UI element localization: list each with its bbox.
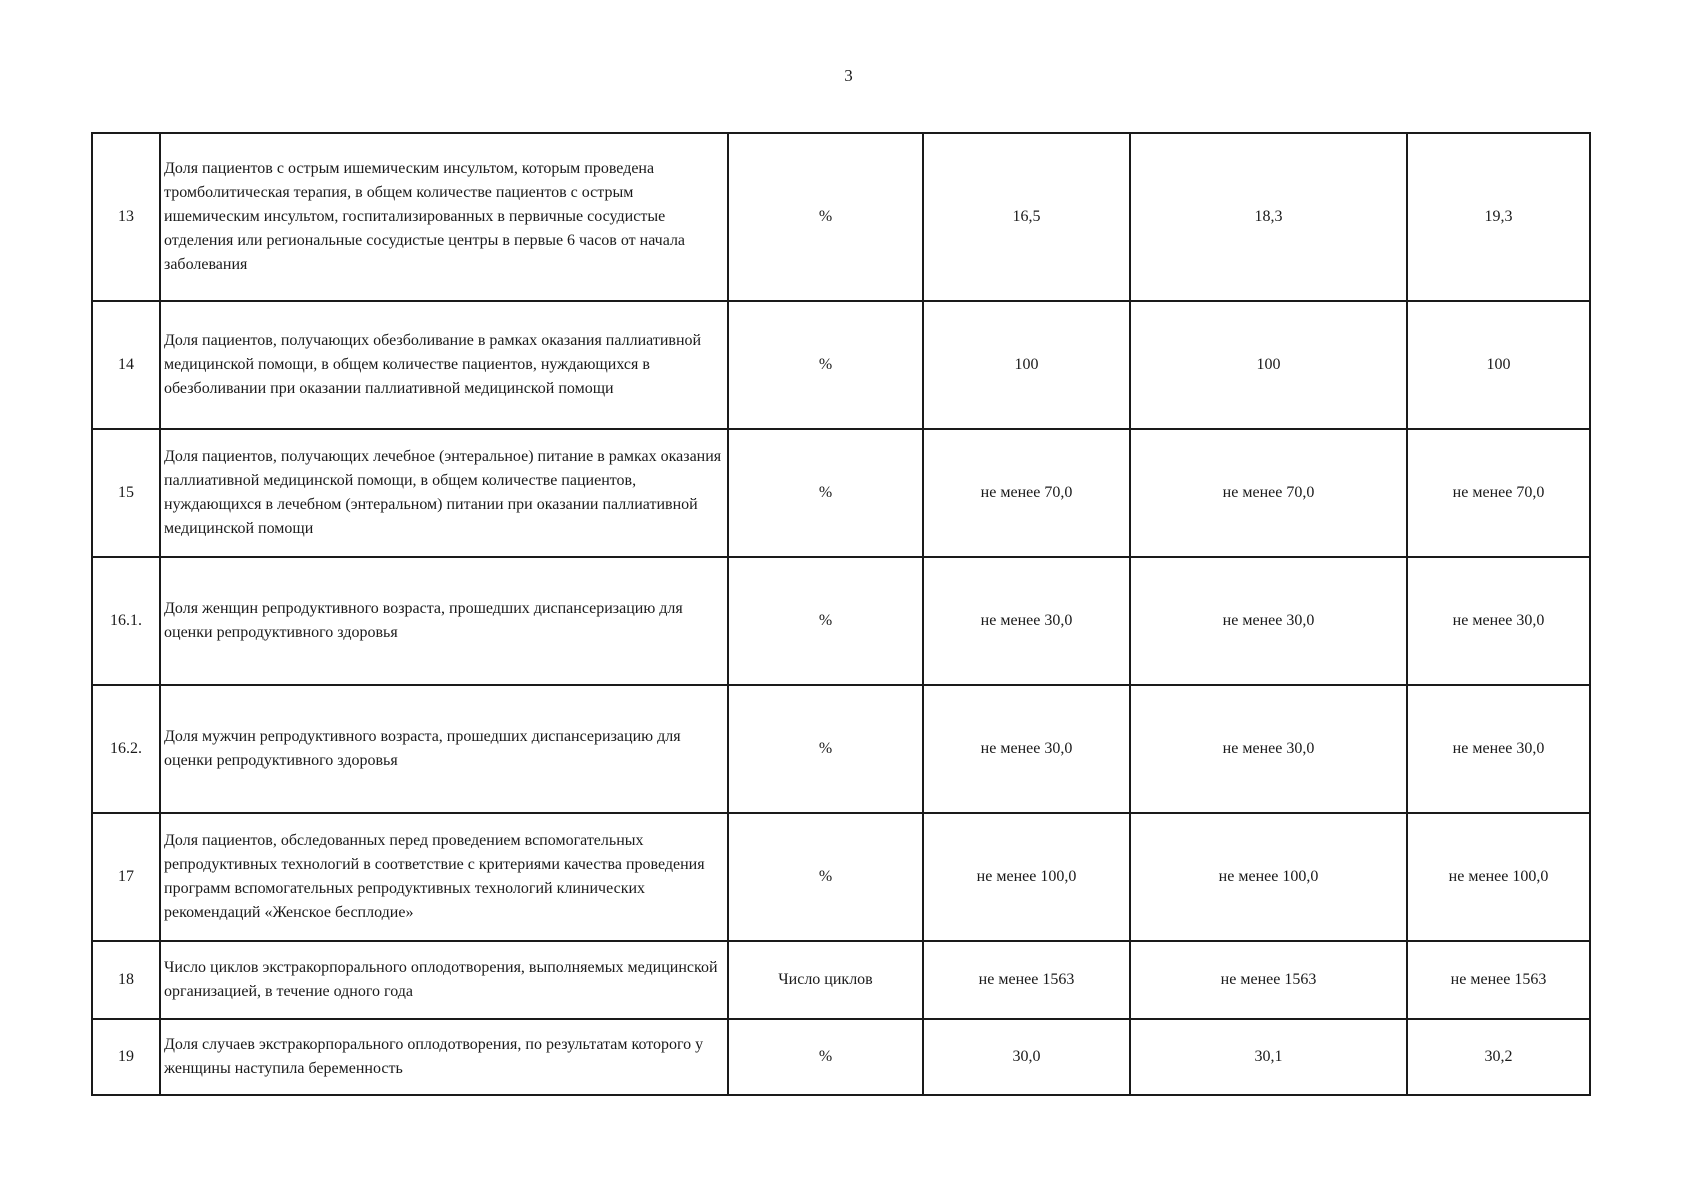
- indicator-description: Доля пациентов, обследованных перед проведением вспомогательных репродуктивных технологий в соответствие с критериями качества проведения программ вспомогательных репродуктивных технологий клинических рекомендаций «Женское бесплодие»: [160, 813, 728, 941]
- row-number: 16.2.: [92, 685, 160, 813]
- indicator-description: Доля пациентов, получающих лечебное (энтеральное) питание в рамках оказания паллиативной медицинской помощи, в общем количестве пациентов, нуждающихся в лечебном (энтеральном) питании при оказании паллиативной медицинской помощи: [160, 429, 728, 557]
- unit-cell: %: [728, 1019, 923, 1095]
- value-cell: не менее 70,0: [1407, 429, 1590, 557]
- indicator-description: Доля пациентов, получающих обезболивание в рамках оказания паллиативной медицинской помощи, в общем количестве пациентов, нуждающихся в обезболивании при оказании паллиативной медицинской помощи: [160, 301, 728, 429]
- table-row: [92, 429, 1590, 557]
- table-row: [92, 941, 1590, 1019]
- row-number: 13: [92, 133, 160, 301]
- indicators-table: [91, 132, 1591, 1096]
- indicator-description: Доля пациентов с острым ишемическим инсультом, которым проведена тромболитическая терапия, в общем количестве пациентов с острым ишемическим инсультом, госпитализированных в первичные сосудистые отделения или региональные сосудистые центры в первые 6 часов от начала заболевания: [160, 133, 728, 301]
- table-row: [92, 133, 1590, 301]
- value-cell: не менее 30,0: [1407, 557, 1590, 685]
- value-cell: не менее 100,0: [1407, 813, 1590, 941]
- row-number: 17: [92, 813, 160, 941]
- value-cell: не менее 1563: [1407, 941, 1590, 1019]
- value-cell: не менее 70,0: [923, 429, 1130, 557]
- indicator-description: Доля случаев экстракорпорального оплодотворения, по результатам которого у женщины наступила беременность: [160, 1019, 728, 1095]
- indicator-description: Доля мужчин репродуктивного возраста, прошедших диспансеризацию для оценки репродуктивного здоровья: [160, 685, 728, 813]
- table-row: [92, 813, 1590, 941]
- unit-cell: %: [728, 133, 923, 301]
- table-row: [92, 685, 1590, 813]
- row-number: 14: [92, 301, 160, 429]
- value-cell: 16,5: [923, 133, 1130, 301]
- indicator-description: Число циклов экстракорпорального оплодотворения, выполняемых медицинской организацией, в течение одного года: [160, 941, 728, 1019]
- value-cell: 18,3: [1130, 133, 1407, 301]
- value-cell: 30,0: [923, 1019, 1130, 1095]
- value-cell: не менее 30,0: [923, 557, 1130, 685]
- value-cell: не менее 30,0: [923, 685, 1130, 813]
- value-cell: не менее 100,0: [1130, 813, 1407, 941]
- page-number: 3: [844, 66, 853, 85]
- value-cell: не менее 30,0: [1407, 685, 1590, 813]
- indicator-description: Доля женщин репродуктивного возраста, прошедших диспансеризацию для оценки репродуктивного здоровья: [160, 557, 728, 685]
- table-row: [92, 1019, 1590, 1095]
- value-cell: не менее 30,0: [1130, 557, 1407, 685]
- unit-cell: %: [728, 301, 923, 429]
- value-cell: не менее 30,0: [1130, 685, 1407, 813]
- unit-cell: %: [728, 429, 923, 557]
- unit-cell: Число циклов: [728, 941, 923, 1019]
- unit-cell: %: [728, 557, 923, 685]
- unit-cell: %: [728, 685, 923, 813]
- row-number: 18: [92, 941, 160, 1019]
- value-cell: 100: [923, 301, 1130, 429]
- value-cell: 30,2: [1407, 1019, 1590, 1095]
- value-cell: не менее 1563: [923, 941, 1130, 1019]
- value-cell: не менее 70,0: [1130, 429, 1407, 557]
- row-number: 15: [92, 429, 160, 557]
- value-cell: 100: [1130, 301, 1407, 429]
- row-number: 16.1.: [92, 557, 160, 685]
- value-cell: 30,1: [1130, 1019, 1407, 1095]
- value-cell: 100: [1407, 301, 1590, 429]
- row-number: 19: [92, 1019, 160, 1095]
- table-row: [92, 301, 1590, 429]
- table-row: [92, 557, 1590, 685]
- value-cell: не менее 1563: [1130, 941, 1407, 1019]
- value-cell: 19,3: [1407, 133, 1590, 301]
- value-cell: не менее 100,0: [923, 813, 1130, 941]
- unit-cell: %: [728, 813, 923, 941]
